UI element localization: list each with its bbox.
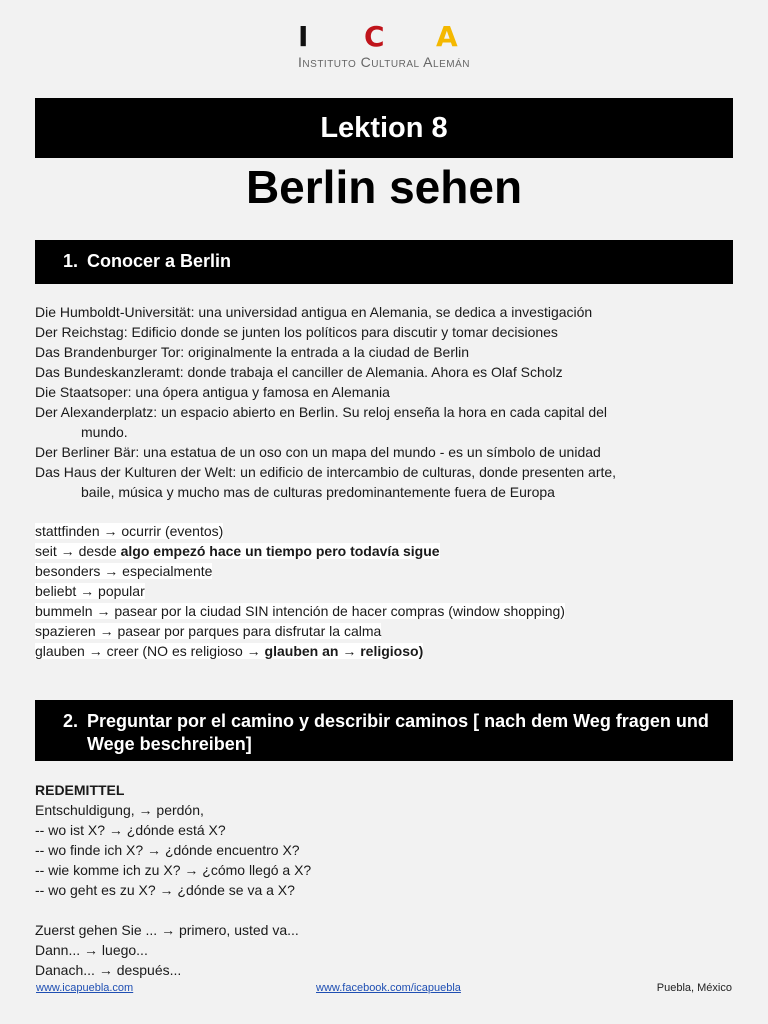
vocab-item: stattfinden → ocurrir (eventos) (35, 523, 224, 539)
logo-institute-name: Instituto Cultural Alemán (298, 54, 470, 70)
section-2-number: 2. (63, 711, 79, 731)
entry-continuation: baile, música y mucho mas de culturas predominantemente fuera de Europa (81, 484, 555, 500)
logo-letter-a: A (436, 20, 458, 53)
section-1-header (35, 240, 733, 284)
vocab-item-emphasis: glauben an → religioso) (264, 643, 424, 659)
direction: Zuerst gehen Sie ... → primero, usted va... (35, 922, 299, 938)
logo-letter-i: I (298, 20, 309, 53)
vocabulary-list (35, 521, 735, 661)
vocab-item: spazieren → pasear por parques para disfrutar la calma (35, 623, 382, 639)
vocab-item: besonders → especialmente (35, 563, 213, 579)
vocab-item: seit → desde (35, 543, 121, 559)
footer (36, 982, 732, 998)
redemittel-label: REDEMITTEL (35, 782, 125, 798)
entry: Der Berliner Bär: una estatua de un oso con un mapa del mundo - es un símbolo de unidad (35, 444, 601, 460)
entry: Das Bundeskanzleramt: donde trabaja el canciller de Alemania. Ahora es Olaf Scholz (35, 364, 563, 380)
vocab-item: glauben → creer (NO es religioso → (35, 643, 265, 659)
facebook-link[interactable]: www.facebook.com/icapuebla (316, 982, 461, 994)
vocab-item-emphasis: algo empezó hace un tiempo pero todavía sigue (120, 543, 440, 559)
entry: Die Humboldt-Universität: una universidad antigua en Alemania, se dedica a investigación (35, 304, 593, 320)
logo-letter-c: C (364, 20, 385, 53)
section-2-header (35, 700, 733, 761)
direction: Dann... → luego... (35, 942, 148, 958)
entry: Der Reichstag: Edificio donde se junten los políticos para discutir y tomar decisiones (35, 324, 558, 340)
entry: Das Brandenburger Tor: originalmente la entrada a la ciudad de Berlin (35, 344, 470, 360)
section-2-heading: Preguntar por el camino y describir caminos [ nach dem Weg fragen und Wege beschreiben] (87, 711, 709, 754)
entry: Die Staatsoper: una ópera antigua y famosa en Alemania (35, 384, 390, 400)
section-1-number: 1. (63, 251, 79, 271)
phrase: -- wie komme ich zu X? → ¿cómo llegó a X? (35, 862, 312, 878)
section-1-entries (35, 302, 735, 502)
website-link[interactable]: www.icapuebla.com (36, 982, 134, 994)
entry-continuation: mundo. (81, 424, 128, 440)
entry: Der Alexanderplatz: un espacio abierto en Berlin. Su reloj enseña la hora en cada capital del (35, 404, 608, 420)
logo (0, 20, 768, 54)
phrase: Entschuldigung, → perdón, (35, 802, 204, 818)
page-title: Berlin sehen (245, 161, 523, 213)
phrase: -- wo geht es zu X? → ¿dónde se va a X? (35, 882, 295, 898)
entry: Das Haus der Kulturen der Welt: un edificio de intercambio de culturas, donde presenten arte, (35, 464, 617, 480)
section-1-heading: Conocer a Berlin (87, 251, 232, 271)
redemittel-block (35, 780, 735, 900)
phrase: -- wo ist X? → ¿dónde está X? (35, 822, 226, 838)
phrase: -- wo finde ich X? → ¿dónde encuentro X? (35, 842, 300, 858)
footer-location: Puebla, México (656, 982, 732, 994)
lesson-header: Lektion 8 (35, 98, 733, 158)
vocab-item: beliebt → popular (35, 583, 145, 599)
vocab-item: bummeln → pasear por la ciudad SIN intención de hacer compras (window shopping) (35, 603, 565, 619)
direction: Danach... → después... (35, 962, 182, 978)
directions-block (35, 920, 735, 980)
